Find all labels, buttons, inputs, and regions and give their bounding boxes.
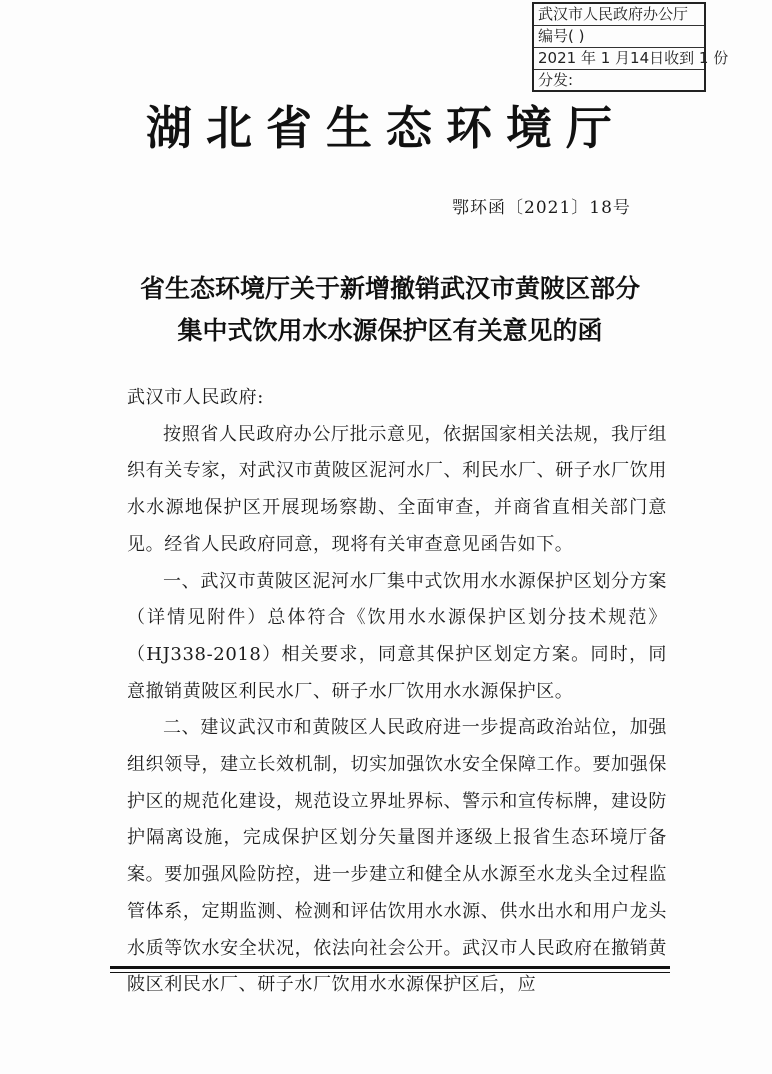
title-line-2: 集中式饮用水水源保护区有关意见的函 (177, 316, 603, 345)
body-paragraph-2: 一、武汉市黄陂区泥河水厂集中式饮用水水源保护区划分方案（详情见附件）总体符合《饮用水水源保护区划分技术规范》（HJ338-2018）相关要求，同意其保护区划定方案。同时，同意撤销黄陂区利民水厂、研子水厂饮用水水源保护区。 (127, 570, 667, 702)
issuer-heading: 湖北省生态环境厅 (146, 101, 626, 155)
stamp-received-line: 2021 年 1 月14日收到 1 份 (534, 48, 704, 70)
footer-rule-thin (110, 972, 670, 973)
document-number: 鄂环函〔2021〕18号 (452, 198, 631, 218)
footer-rule-thick (110, 966, 670, 969)
body-paragraph-1: 按照省人民政府办公厅批示意见，依据国家相关法规，我厅组织有关专家，对武汉市黄陂区泥河水厂、利民水厂、研子水厂饮用水水源地保护区开展现场察勘、全面审查，并商省直相关部门意见。经省人民政府同意，现将有关审查意见函告如下。 (127, 423, 667, 555)
document-body (127, 380, 667, 1004)
stamp-office: 武汉市人民政府办公厅 (534, 4, 704, 26)
receipt-stamp (532, 2, 729, 92)
title-line-1: 省生态环境厅关于新增撤销武汉市黄陂区部分 (139, 274, 640, 303)
salutation: 武汉市人民政府: (127, 387, 264, 408)
stamp-distribute-line: 分发: (538, 71, 574, 89)
document-title (110, 268, 670, 352)
body-paragraph-3: 二、建议武汉市和黄陂区人民政府进一步提高政治站位，加强组织领导，建立长效机制，切实加强饮水安全保障工作。要加强保护区的规范化建设，规范设立界址界标、警示和宣传标牌，建设防护隔离设施，完成保护区划分矢量图并逐级上报省生态环境厅备案。要加强风险防控，进一步建立和健全从水源至水龙头全过程监管体系，定期监测、检测和评估饮用水水源、供水出水和用户龙头水质等饮水安全状况，依法向社会公开。武汉市人民政府在撤销黄陂区利民水厂、研子水厂饮用水水源保护区后，应 (127, 717, 667, 996)
stamp-number-line: 编号( ) (534, 26, 704, 48)
